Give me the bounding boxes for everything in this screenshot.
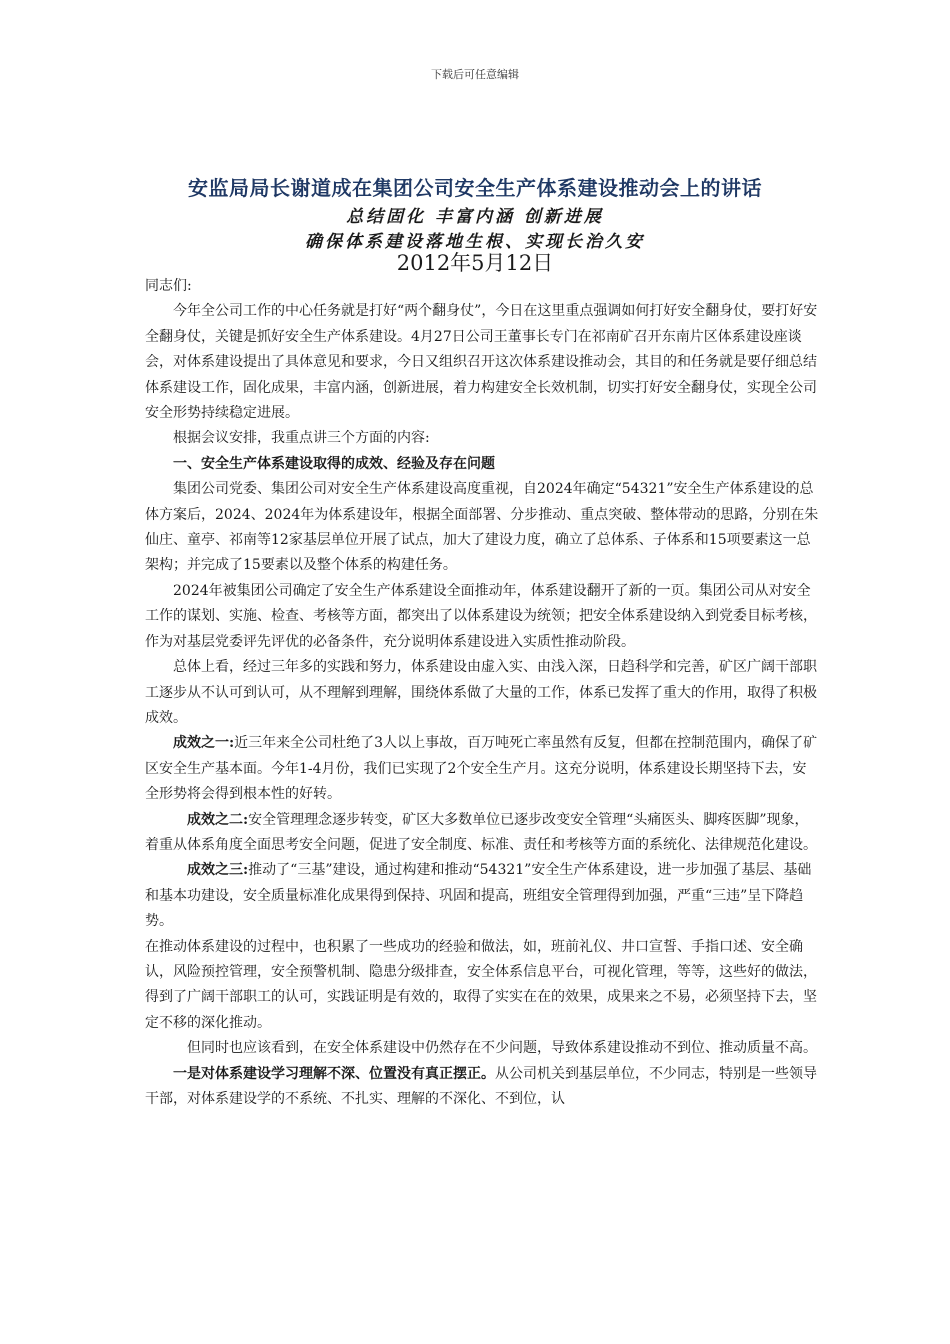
paragraph-5: 总体上看，经过三年多的实践和努力，体系建设由虚入实、由浅入深，日趋科学和完善，矿区广阔干部职工逐步从不认可到认可，从不理解到理解，围绕体系做了大量的工作，体系已发挥了重大的作用，取得了积极成效。 [145, 659, 817, 726]
result-3 [145, 858, 820, 934]
paragraph-6: 在推动体系建设的过程中，也积累了一些成功的经验和做法，如，班前礼仪、井口宣誓、手指口述、安全确认，风险预控管理，安全预警机制、隐患分级排查，安全体系信息平台，可视化管理，等等，这些好的做法，得到了广阔干部职工的认可，实践证明是有效的，取得了实实在在的效果，成果来之不易，必须坚持下去，坚定不移的深化推动。 [145, 938, 817, 1031]
paragraph-8 [145, 1062, 820, 1113]
subtitle-2: 确保体系建设落地生根、实现长治久安 [305, 232, 645, 252]
result-3-label: 成效之三: [187, 862, 249, 879]
result-1-label: 成效之一: [173, 735, 235, 752]
result-2-label: 成效之二: [187, 811, 249, 828]
result-2-text: 安全管理理念逐步转变，矿区大多数单位已逐步改变安全管理“头痛医头、脚疼医脚”现象，着重从体系角度全面思考安全问题，促进了安全制度、标准、责任和考核等方面的系统化、法律规范化建设。 [145, 811, 817, 853]
document-title: 安监局局长谢道成在集团公司安全生产体系建设推动会上的讲话 [188, 176, 762, 200]
result-1 [145, 731, 820, 807]
result-1-text: 近三年来全公司杜绝了3人以上事故，百万吨死亡率虽然有反复，但都在控制范围内，确保了矿区安全生产基本面。今年1-4月份，我们已实现了2个安全生产月。这充分说明，体系建设长期坚持下去，安全形势将会得到根本性的好转。 [145, 735, 818, 803]
section-heading-1: 一、安全生产体系建设取得的成效、经验及存在问题 [173, 455, 495, 472]
result-2 [145, 808, 820, 859]
speech-body [145, 274, 820, 1112]
paragraph-7: 但同时也应该看到，在安全体系建设中仍然存在不少问题，导致体系建设推动不到位、推动质量不高。 [187, 1040, 817, 1057]
subtitle-1: 总结固化 丰富内涵 创新进展 [346, 207, 604, 227]
header-note: 下载后可任意编辑 [431, 68, 519, 81]
paragraph-1: 今年全公司工作的中心任务就是打好“两个翻身仗”，今日在这里重点强调如何打好安全翻身仗，要打好安全翻身仗，关键是抓好安全生产体系建设。4月27日公司王董事长专门在祁南矿召开东南片区体系建设座谈会，对体系建设提出了具体意见和要求，今日又组织召开这次体系建设推动会，其目的和任务就是要仔细总结体系建设工作，固化成果，丰富内涵，创新进展，着力构建安全长效机制，切实打好安全翻身仗，实现全公司安全形势持续稳定进展。 [145, 303, 818, 422]
result-3-text: 推动了“三基”建设，通过构建和推动“54321”安全生产体系建设，进一步加强了基层、基础和基本功建设，安全质量标准化成果得到保持、巩固和提高，班组安全管理得到加强，严重“三违”呈下降趋势。 [145, 862, 812, 930]
paragraph-3: 集团公司党委、集团公司对安全生产体系建设高度重视，自2024年确定“54321”安全生产体系建设的总体方案后，2024、2024年为体系建设年，根据全面部署、分步推动、重点突破、整体带动的思路，分别在朱仙庄、童亭、祁南等12家基层单位开展了试点，加大了建设力度，确立了总体系、子体系和15项要素这一总架构；并完成了15要素以及整个体系的构建任务。 [145, 481, 819, 574]
greeting: 同志们: [145, 278, 192, 294]
paragraph-8-text: 从公司机关到基层单位，不少同志，特别是一些领导干部，对体系建设学的不系统、不扎实、理解的不深化、不到位，认 [145, 1065, 817, 1107]
paragraph-4: 2024年被集团公司确定了安全生产体系建设全面推动年，体系建设翻开了新的一页。集团公司从对安全工作的谋划、实施、检查、考核等方面，都突出了以体系建设为统领；把安全体系建设纳入到党委目标考核，作为对基层党委评先评优的必备条件，充分说明体系建设进入实质性推动阶段。 [145, 582, 817, 650]
paragraph-8-lead: 一是对体系建设学习理解不深、位置没有真正摆正。 [173, 1065, 495, 1082]
speech-date: 2012年5月12日 [396, 251, 554, 275]
paragraph-2: 根据会议安排，我重点讲三个方面的内容: [173, 430, 430, 447]
